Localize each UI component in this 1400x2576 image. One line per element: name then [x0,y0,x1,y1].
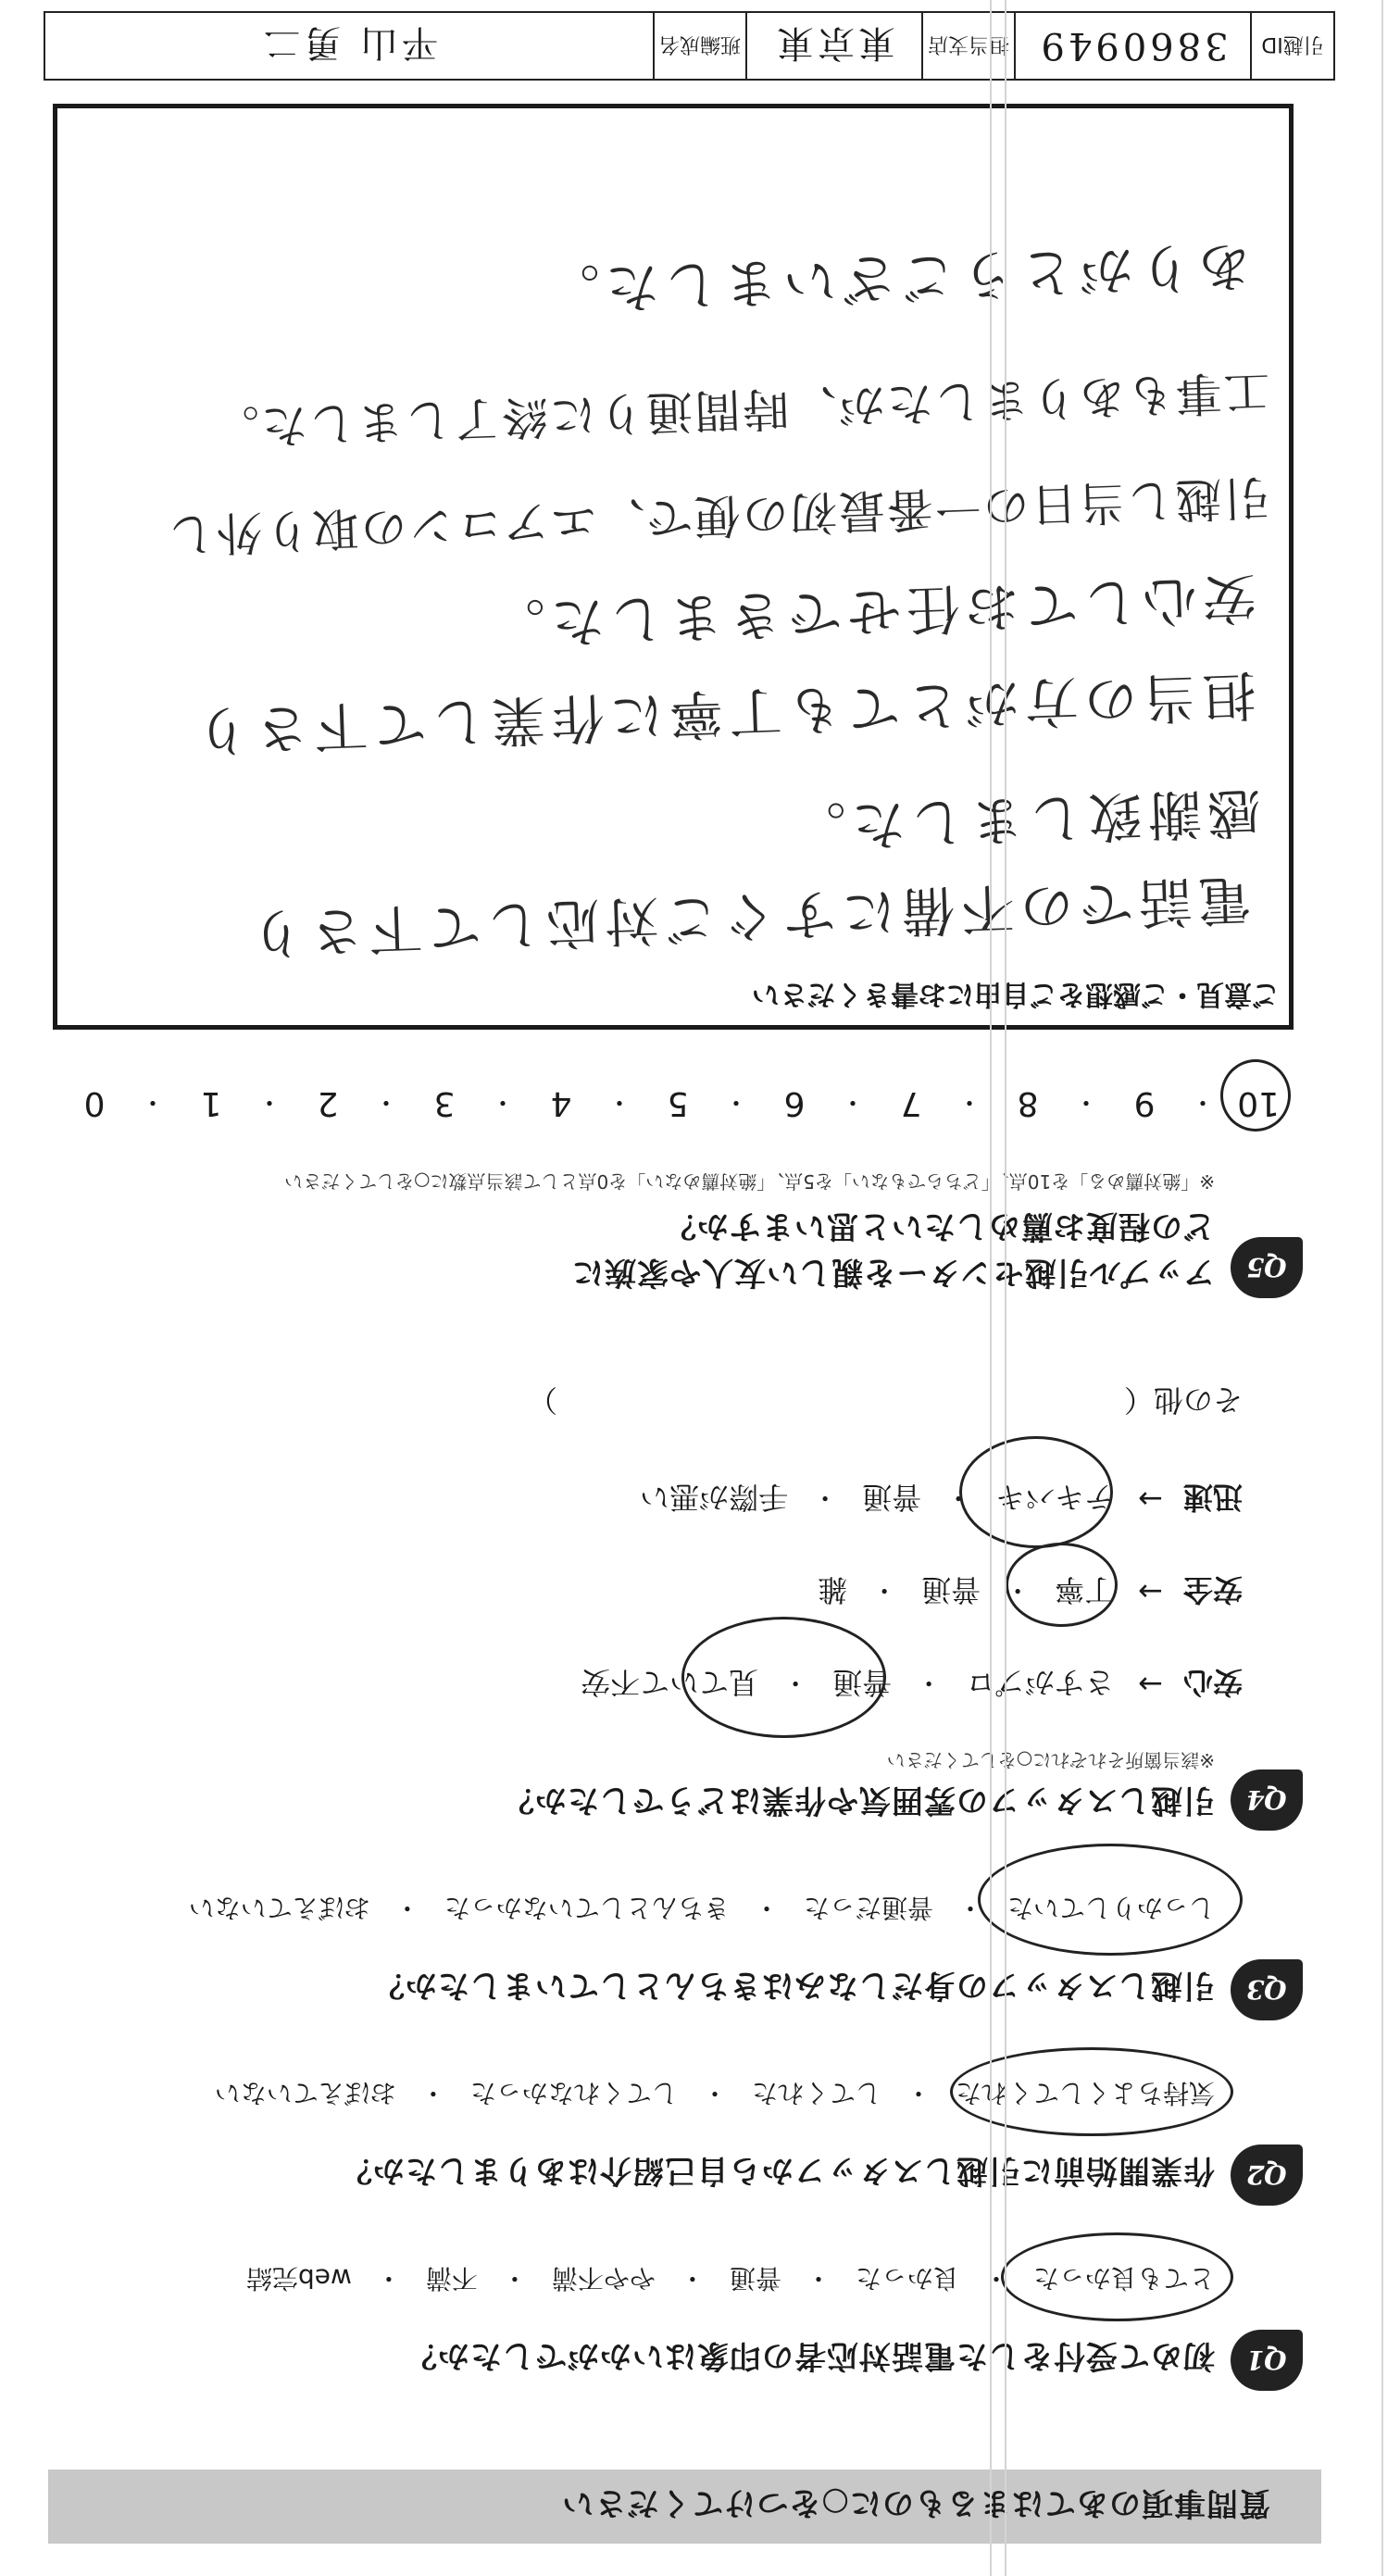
q3-option-4[interactable]: おぼえていない [188,1893,370,1923]
q4-question: 引越しスタッフの雰囲気や作業はどうでしたか？ [502,1782,1215,1819]
instruction-bar [48,2470,1321,2544]
id-value: 3860949 [1014,13,1250,79]
q5-selection-circle [1220,1059,1291,1132]
q4-row-1-option-3[interactable]: 見ていて不安 [581,1665,759,1700]
id-label: 引越ID [1250,13,1333,79]
q4-row-1-option-2[interactable]: 普通 [832,1665,893,1700]
staff-info-table [44,11,1335,81]
q5-score-scale: 10 ・ 9 ・ 8 ・ 7 ・ 6 ・ 5 ・ 4 ・ 3 ・ 2 ・ 1 ・ 0 [76,1084,1280,1122]
q4-row-jinsoku: 迅速 → テキパキ ・ 普通 ・ 手際が悪い [640,1478,1243,1520]
score-2[interactable]: 2 [317,1084,339,1122]
q1-option-4[interactable]: やや不満 [551,2263,656,2294]
score-9[interactable]: 9 [1133,1084,1156,1122]
q4-other-label: その他（ [1123,1382,1243,1418]
comment-line-3: 担当の方がとても丁寧に作業して下さり [188,662,1257,764]
q4-row-2-selection-circle [1006,1543,1118,1627]
team-label: 班編成名 [653,13,745,79]
arrow-icon: → [1138,1574,1163,1609]
q1-options: とても良かった ・ 良かった ・ 普通 ・ やや不満 ・ 不満 ・ web完結 [246,2261,1215,2298]
score-10[interactable]: 10 [1237,1084,1280,1122]
q4-row-3-selection-circle [959,1436,1113,1548]
q2-question: 作業開始前に引越しスタッフから自己紹介はありましたか？ [340,2152,1215,2189]
q1-option-5[interactable]: 不満 [425,2263,478,2294]
q4-row-2-option-3[interactable]: 雑 [818,1572,848,1607]
q4-row-3-option-1[interactable]: テキパキ [995,1480,1115,1515]
q4-other-close: ） [527,1382,557,1418]
q1-question: 初めて受付をした電話対応者の印象はいかがでしたか？ [405,2337,1215,2374]
score-1[interactable]: 1 [200,1084,222,1122]
score-8[interactable]: 8 [1017,1084,1039,1122]
q4-row-1-label: 安心 [1182,1665,1243,1700]
q1-option-6[interactable]: web完結 [245,2263,352,2294]
q2-options: 気持ちよくしてくれた ・ してくれた ・ してくれなかった ・ おぼえていない [215,2076,1215,2113]
comment-line-4: 安心してお任せできました。 [484,566,1257,657]
q4-badge-icon: Q4 [1231,1769,1303,1831]
score-7[interactable]: 7 [900,1084,922,1122]
score-5[interactable]: 5 [667,1084,689,1122]
comment-label: ご意見・ご感想をご自由にお書きください [752,978,1280,1010]
q2-option-4[interactable]: おぼえていない [214,2078,396,2108]
q2-option-1[interactable]: 気持ちよくしてくれた [955,2078,1215,2108]
q3-option-2[interactable]: 普通だった [803,1893,933,1923]
q4-row-anzen: 安全 → 丁寧 ・ 普通 ・ 雑 [818,1570,1243,1613]
comment-line-1: 電話での不備にすぐご対応して下さり [243,868,1253,966]
q1-option-3[interactable]: 普通 [729,2263,781,2294]
q1-option-1[interactable]: とても良かった [1032,2263,1215,2294]
comment-line-5: 引越し当日の一番最初の便で、エアコンの取り外し [165,469,1271,562]
q4-row-1-option-1[interactable]: さすがプロ [966,1665,1115,1700]
q4-row-2-option-2[interactable]: 普通 [921,1572,981,1607]
scan-edge-line [1381,0,1383,2576]
q5-note: ※「絶対薦める」を10点、「どちらでもない」を5点、「絶対薦めない」を0点として該当点数に○をしてください [284,1170,1215,1193]
score-3[interactable]: 3 [433,1084,456,1122]
q4-row-3-option-3[interactable]: 手際が悪い [640,1480,789,1515]
score-4[interactable]: 4 [550,1084,572,1122]
q5-question-line-2: どの程度お薦めしたいと思いますか？ [664,1207,1215,1244]
branch-label: 担当支店 [921,13,1014,79]
q2-option-2[interactable]: してくれた [751,2078,881,2108]
branch-value: 東京東 [745,13,921,79]
q3-selection-circle [978,1844,1243,1956]
q4-note: ※該当箇所それぞれに○をしてください [886,1749,1215,1771]
arrow-icon: → [1138,1482,1163,1517]
q5-badge-icon: Q5 [1231,1237,1303,1298]
q5-question-line-1: アップル引越センターを親しい友人や家族に [571,1254,1215,1291]
score-0[interactable]: 0 [83,1084,106,1122]
q3-option-3[interactable]: きちんとしていなかった [444,1893,730,1923]
q3-badge-icon: Q3 [1231,1959,1303,2020]
team-value: 平山 勇二 [259,21,439,64]
q3-option-1[interactable]: しっかりしていた [1006,1893,1215,1923]
score-6[interactable]: 6 [783,1084,806,1122]
q4-row-3-option-2[interactable]: 普通 [862,1480,922,1515]
q4-row-2-option-1[interactable]: 丁寧 [1055,1572,1115,1607]
q4-row-1-selection-circle [681,1617,886,1738]
q2-option-3[interactable]: してくれなかった [469,2078,678,2108]
comment-box[interactable] [53,104,1294,1030]
q4-row-anshin: 安心 → さすがプロ ・ 普通 ・ 見ていて不安 [581,1663,1243,1706]
q4-row-3-label: 迅速 [1182,1480,1243,1515]
paper-fold-line [990,0,1006,2576]
q4-other [528,1381,1243,1423]
q3-options: しっかりしていた ・ 普通だった ・ きちんとしていなかった ・ おぼえていない [189,1891,1215,1928]
instruction-text: 質問事項のあてはまるものに○をつけてください [561,2484,1270,2522]
q1-option-2[interactable]: 良かった [855,2263,959,2294]
comment-line-7: ありがとうございました。 [539,233,1253,322]
q4-row-2-label: 安全 [1182,1572,1243,1607]
comment-line-6: 工事もありましたが、時間通りに終了しました。 [210,364,1271,455]
comment-line-2: 感謝致しました。 [785,780,1262,859]
q3-question: 引越しスタッフの身だしなみはきちんとしていましたか？ [372,1967,1215,2004]
q2-badge-icon: Q2 [1231,2145,1303,2206]
q1-selection-circle [1001,2232,1233,2321]
arrow-icon: → [1138,1667,1163,1702]
q1-badge-icon: Q1 [1231,2330,1303,2391]
